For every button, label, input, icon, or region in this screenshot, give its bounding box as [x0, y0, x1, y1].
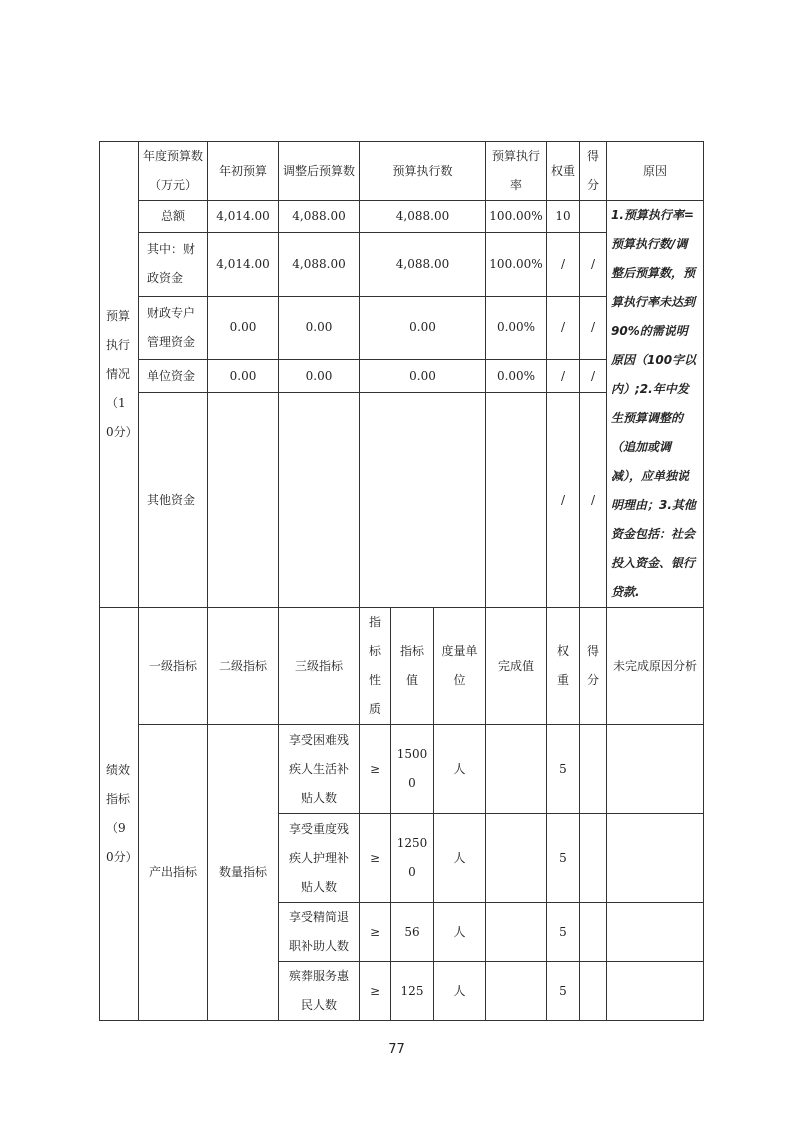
cell: 人	[434, 814, 486, 903]
cell	[580, 962, 607, 1021]
header-cell: 指标性质	[360, 608, 391, 725]
performance-header-row	[100, 608, 704, 725]
cell	[607, 725, 704, 814]
cell: 0.00%	[486, 296, 547, 359]
cell: 0.00	[279, 296, 360, 359]
cell: 4,088.00	[360, 233, 486, 296]
cell: 56	[391, 903, 434, 962]
cell: 人	[434, 962, 486, 1021]
cell: 12500	[391, 814, 434, 903]
cell: 100.00%	[486, 233, 547, 296]
header-cell: 年度预算数（万元）	[139, 142, 208, 201]
level1-indicator: 产出指标	[139, 725, 208, 1021]
cell	[607, 903, 704, 962]
cell	[580, 903, 607, 962]
cell	[486, 393, 547, 608]
cell: ≥	[360, 725, 391, 814]
level3-indicator: 殡葬服务惠民人数	[279, 962, 360, 1021]
level3-indicator: 享受精简退职补助人数	[279, 903, 360, 962]
cell: /	[547, 296, 580, 359]
cell	[486, 962, 547, 1021]
cell	[486, 725, 547, 814]
cell	[607, 814, 704, 903]
cell: ≥	[360, 962, 391, 1021]
performance-section-label: 绩效指标（90分）	[100, 608, 139, 1021]
cell: 4,014.00	[208, 201, 279, 233]
cell	[486, 903, 547, 962]
level3-indicator: 享受困难残疾人生活补贴人数	[279, 725, 360, 814]
cell: ≥	[360, 814, 391, 903]
cell: 4,088.00	[360, 201, 486, 233]
cell: 5	[547, 725, 580, 814]
header-cell: 预算执行数	[360, 142, 486, 201]
cell: 15000	[391, 725, 434, 814]
cell: 5	[547, 962, 580, 1021]
level2-indicator: 数量指标	[208, 725, 279, 1021]
cell: /	[580, 296, 607, 359]
header-cell: 权重	[547, 142, 580, 201]
cell: /	[547, 233, 580, 296]
header-cell: 年初预算	[208, 142, 279, 201]
header-cell: 三级指标	[279, 608, 360, 725]
row-label: 其中：财政资金	[139, 233, 208, 296]
budget-header-row	[100, 142, 704, 201]
table-row	[100, 725, 704, 814]
cell: 0.00	[360, 359, 486, 392]
header-cell: 得分	[580, 142, 607, 201]
header-cell: 预算执行率	[486, 142, 547, 201]
cell	[607, 962, 704, 1021]
cell: /	[580, 393, 607, 608]
header-cell: 完成值	[486, 608, 547, 725]
cell: 0.00%	[486, 359, 547, 392]
row-label: 总额	[139, 201, 208, 233]
cell: 0.00	[360, 296, 486, 359]
cell: 0.00	[208, 359, 279, 392]
row-label: 其他资金	[139, 393, 208, 608]
cell	[580, 201, 607, 233]
header-cell: 原因	[607, 142, 704, 201]
header-cell: 一级指标	[139, 608, 208, 725]
cell	[279, 393, 360, 608]
cell: /	[580, 233, 607, 296]
budget-section-label: 预算执行情况（10分）	[100, 142, 139, 608]
cell: 100.00%	[486, 201, 547, 233]
header-cell: 未完成原因分析	[607, 608, 704, 725]
header-cell: 调整后预算数	[279, 142, 360, 201]
cell	[580, 814, 607, 903]
cell: 人	[434, 903, 486, 962]
cell: 4,088.00	[279, 201, 360, 233]
row-label: 单位资金	[139, 359, 208, 392]
table-row	[100, 201, 704, 233]
cell: 125	[391, 962, 434, 1021]
cell	[360, 393, 486, 608]
cell: ≥	[360, 903, 391, 962]
reason-note: 1.预算执行率=预算执行数/调整后预算数，预算执行率未达到90%的需说明原因（100字以内）;2.年中发生预算调整的（追加或调减），应单独说明理由；3.其他资金包括：社会投入资金、银行贷款.	[607, 201, 704, 608]
cell: 4,014.00	[208, 233, 279, 296]
header-cell: 二级指标	[208, 608, 279, 725]
cell	[486, 814, 547, 903]
cell	[208, 393, 279, 608]
cell: 5	[547, 903, 580, 962]
cell: 5	[547, 814, 580, 903]
cell: 人	[434, 725, 486, 814]
header-cell: 度量单位	[434, 608, 486, 725]
cell: /	[580, 359, 607, 392]
header-cell: 指标值	[391, 608, 434, 725]
cell: 10	[547, 201, 580, 233]
level3-indicator: 享受重度残疾人护理补贴人数	[279, 814, 360, 903]
header-cell: 权重	[547, 608, 580, 725]
cell: 4,088.00	[279, 233, 360, 296]
row-label: 财政专户管理资金	[139, 296, 208, 359]
evaluation-table	[99, 141, 704, 1021]
cell: 0.00	[208, 296, 279, 359]
cell: 0.00	[279, 359, 360, 392]
cell	[580, 725, 607, 814]
header-cell: 得分	[580, 608, 607, 725]
page-number: 77	[388, 1042, 405, 1057]
cell: /	[547, 359, 580, 392]
cell: /	[547, 393, 580, 608]
